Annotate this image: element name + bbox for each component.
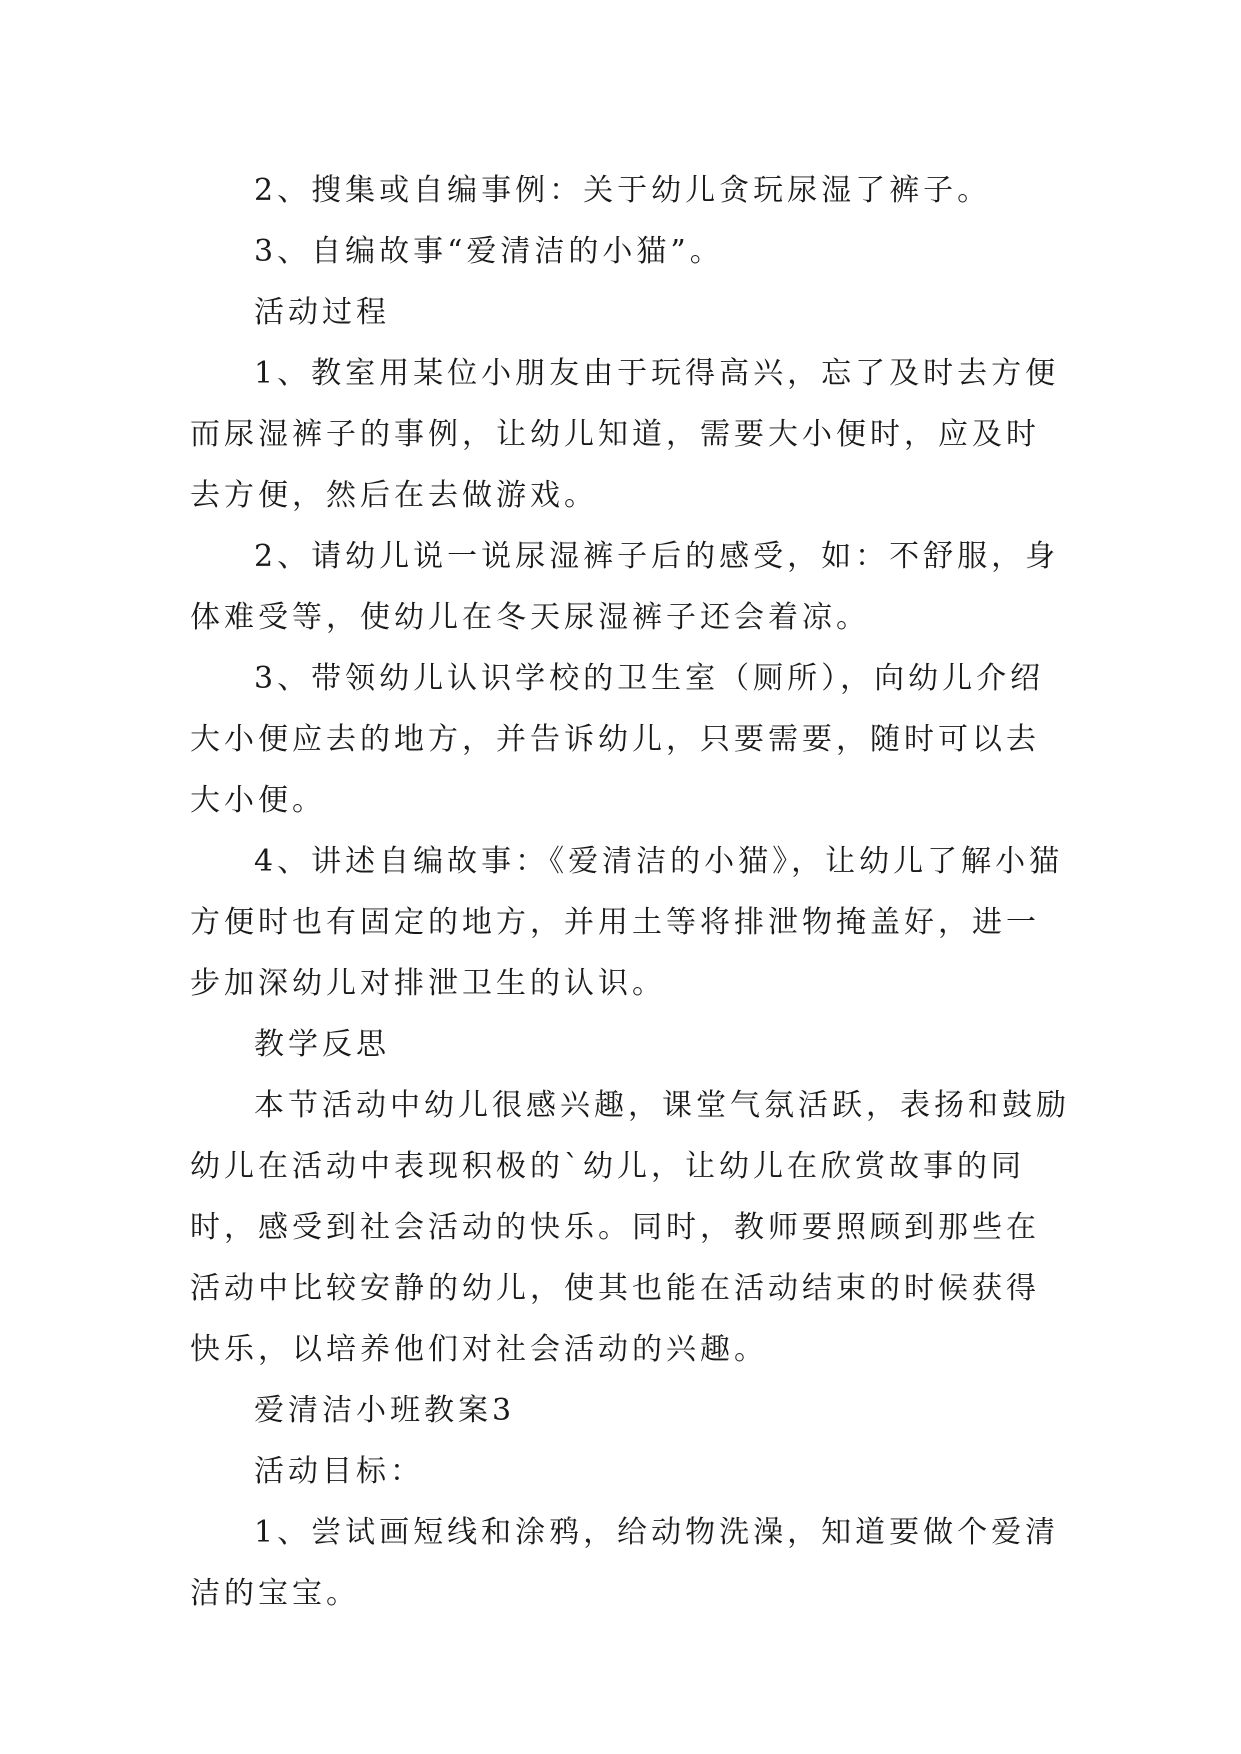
paragraph-step-1: 1、教室用某位小朋友由于玩得高兴，忘了及时去方便而尿湿裤子的事例，让幼儿知道，需要大小便时，应及时去方便，然后在去做游戏。 — [190, 356, 1060, 513]
paragraph-reflection: 本节活动中幼儿很感兴趣，课堂气氛活跃，表扬和鼓励幼儿在活动中表现积极的`幼儿，让幼儿在欣赏故事的同时，感受到社会活动的快乐。同时，教师要照顾到那些在活动中比较安静的幼儿，使其也能在活动结束的时候获得快乐，以培养他们对社会活动的兴趣。 — [190, 1088, 1070, 1367]
paragraph-step-2: 2、请幼儿说一说尿湿裤子后的感受，如：不舒服，身体难受等，使幼儿在冬天尿湿裤子还会着凉。 — [190, 539, 1060, 635]
heading-lesson-plan-3: 爱清洁小班教案3 — [254, 1393, 516, 1428]
heading-activity-goals: 活动目标： — [254, 1454, 424, 1489]
heading-activity-process: 活动过程 — [254, 295, 390, 330]
paragraph-step-4: 4、讲述自编故事：《爱清洁的小猫》，让幼儿了解小猫方便时也有固定的地方，并用土等将排泄物掩盖好，进一步加深幼儿对排泄卫生的认识。 — [190, 844, 1064, 1001]
heading-teaching-reflection: 教学反思 — [254, 1027, 390, 1062]
paragraph-step-3: 3、带领幼儿认识学校的卫生室（厕所），向幼儿介绍大小便应去的地方，并告诉幼儿，只要需要，随时可以去大小便。 — [190, 661, 1045, 818]
paragraph-goal-1: 1、尝试画短线和涂鸦，给动物洗澡，知道要做个爱清洁的宝宝。 — [190, 1515, 1060, 1611]
paragraph-story-prep: 3、自编故事“爱清洁的小猫”。 — [254, 234, 724, 269]
paragraph-collect-examples: 2、搜集或自编事例：关于幼儿贪玩尿湿了裤子。 — [254, 173, 992, 208]
